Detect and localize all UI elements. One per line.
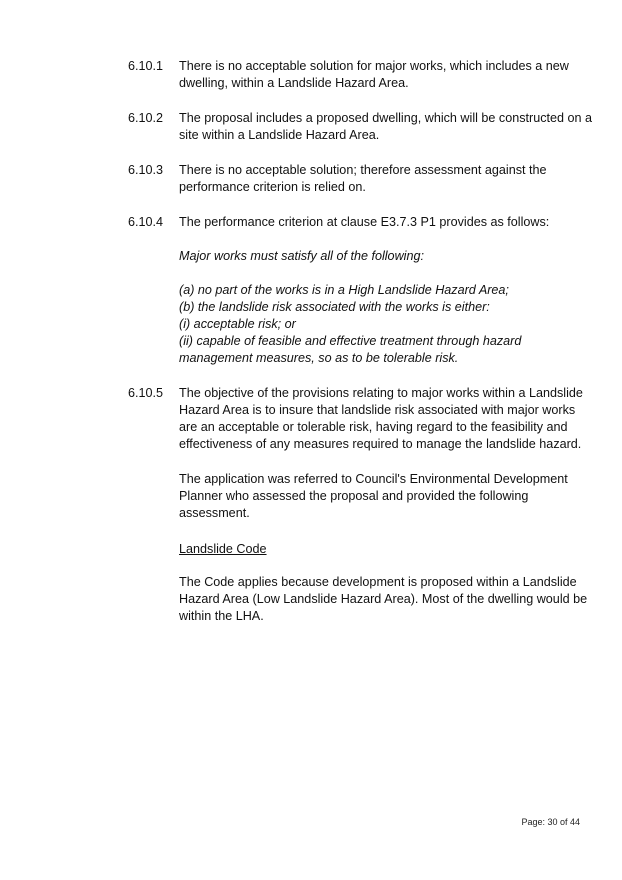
section-number: 6.10.1 [128, 59, 164, 73]
section-number: 6.10.3 [128, 163, 164, 177]
text-line: Hazard Area (Low Landslide Hazard Area). Most of the dwelling would be [179, 592, 588, 606]
text-line: The application was referred to Council's Environmental Development [179, 472, 568, 486]
quote-intro: Major works must satisfy all of the following: [179, 249, 424, 263]
quote-line: (b) the landslide risk associated with the works is either: [179, 300, 490, 314]
text-line: assessment. [179, 506, 250, 520]
text-line: are an acceptable or tolerable risk, having regard to the feasibility and [179, 420, 568, 434]
text-line: within the LHA. [179, 609, 264, 623]
section-text [179, 58, 599, 92]
section-text [179, 110, 599, 144]
section-number: 6.10.5 [128, 386, 164, 400]
text-line: The proposal includes a proposed dwelling, which will be constructed on a [179, 111, 593, 125]
quote-line: (ii) capable of feasible and effective treatment through hazard [179, 334, 522, 348]
quote-line: (i) acceptable risk; or [179, 317, 296, 331]
text-line: The performance criterion at clause E3.7.3 P1 provides as follows: [179, 215, 550, 229]
subheading: Landslide Code [179, 542, 267, 556]
section-number: 6.10.2 [128, 111, 164, 125]
text-line: There is no acceptable solution for major works, which includes a new [179, 59, 569, 73]
text-line: performance criterion is relied on. [179, 180, 366, 194]
text-line: The Code applies because development is proposed within a Landslide [179, 575, 577, 589]
quote-line: (a) no part of the works is in a High Landslide Hazard Area; [179, 283, 509, 297]
text-line: effectiveness of any measures required to manage the landslide hazard. [179, 437, 582, 451]
text-line: dwelling, within a Landslide Hazard Area. [179, 76, 409, 90]
text-line: site within a Landslide Hazard Area. [179, 128, 380, 142]
quote-line: management measures, so as to be tolerable risk. [179, 351, 459, 365]
page-number: Page: 30 of 44 [521, 817, 580, 827]
text-line: Hazard Area is to insure that landslide risk associated with major works [179, 403, 576, 417]
section-text [179, 162, 599, 196]
section-text [179, 214, 599, 231]
quote-list [179, 282, 599, 367]
section-text [179, 385, 599, 453]
referral-paragraph [179, 471, 599, 522]
section-number: 6.10.4 [128, 215, 164, 229]
text-line: The objective of the provisions relating to major works within a Landslide [179, 386, 583, 400]
code-paragraph [179, 574, 599, 625]
text-line: Planner who assessed the proposal and provided the following [179, 489, 529, 503]
text-line: There is no acceptable solution; therefore assessment against the [179, 163, 547, 177]
